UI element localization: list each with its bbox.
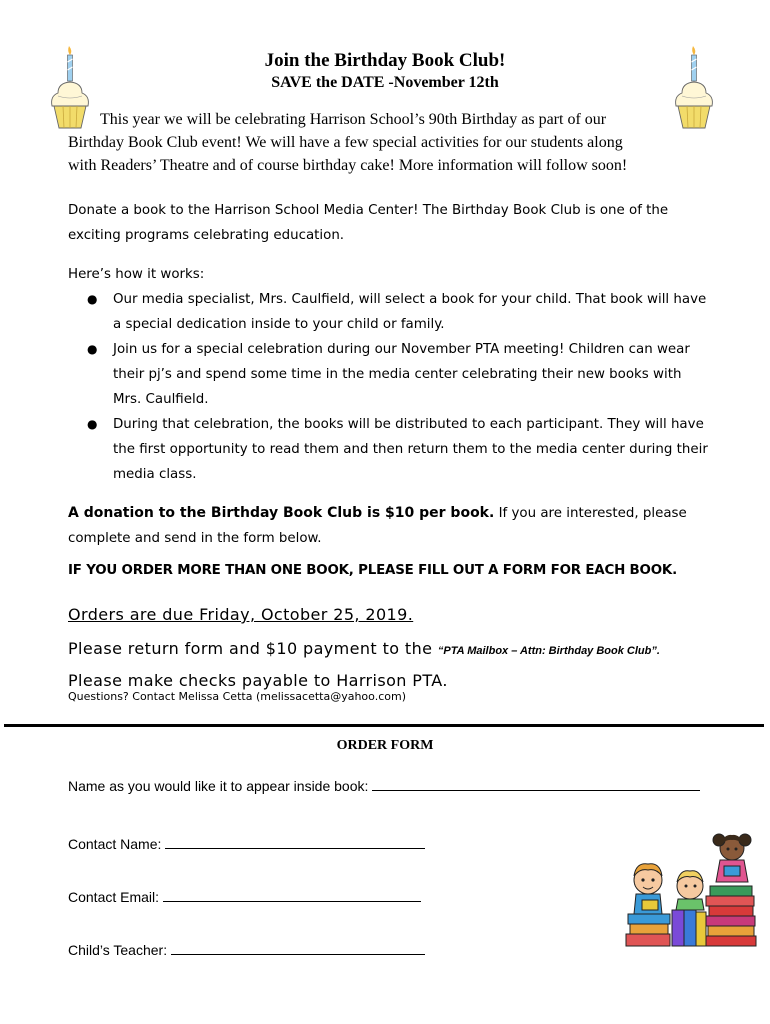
childs-teacher-input[interactable] [171,942,425,955]
list-item: ● During that celebration, the books will be distributed to each participant. They will have the first opportunity to read them and then return them to the media center during their media class. [68,412,708,487]
order-form-title: ORDER FORM [336,738,434,753]
name-in-book-label: Name as you would like it to appear inside book: [68,778,369,794]
donation-amount: A donation to the Birthday Book Club is $10 per book. [68,505,495,521]
contact-name-label: Contact Name: [68,836,162,852]
pta-mailbox: “PTA Mailbox – Attn: Birthday Book Club”. [437,645,660,657]
contact-questions: Questions? Contact Melissa Cetta (melissacetta@yahoo.com) [68,690,406,703]
intro-line: Birthday Book Club event! We will have a few special activities for our students along [68,134,623,151]
intro-line: with Readers’ Theatre and of course birthday cake! More information will follow soon! [68,157,628,174]
multiple-books-notice: IF YOU ORDER MORE THAN ONE BOOK, PLEASE FILL OUT A FORM FOR EACH BOOK. [68,563,677,578]
contact-email-label: Contact Email: [68,889,160,905]
bullet-icon: ● [87,342,98,356]
save-the-date: SAVE the DATE -November 12th [271,74,499,91]
list-item: ● Our media specialist, Mrs. Caulfield, will select a book for your child. That book will have a special dedication inside to your child or family. [68,287,708,337]
contact-email-input[interactable] [163,889,421,902]
contact-name-field[interactable] [68,836,425,852]
bullet-icon: ● [87,292,98,306]
cut-line-divider [4,724,764,727]
kids-reading-books-icon [620,826,760,950]
intro-paragraph [68,108,698,177]
childs-teacher-label: Child’s Teacher: [68,942,168,958]
donation-instructions: If you are interested, please complete and send in the form below. [68,506,687,546]
donate-paragraph: Donate a book to the Harrison School Media Center! The Birthday Book Club is one of the exciting programs celebrating education. [68,203,669,243]
bullet-icon: ● [87,417,98,431]
donation-paragraph [68,501,708,551]
intro-line: This year we will be celebrating Harrison School’s 90th Birthday as part of our [100,111,607,128]
list-item: ● Join us for a special celebration during our November PTA meeting! Children can wear their pj’s and spend some time in the media center celebrating their new books with Mrs. Caulfield. [68,337,708,412]
how-it-works-label: Here’s how it works: [68,267,205,282]
how-it-works-list [68,287,708,487]
childs-teacher-field[interactable] [68,942,425,958]
name-in-book-field[interactable] [68,778,700,794]
return-instructions: Please return form and $10 payment to the “PTA Mailbox – Attn: Birthday Book Club”. Please make checks payable to Harrison PTA. [68,639,660,690]
orders-due-date: Orders are due Friday, October 25, 2019. [68,605,414,624]
page-title: Join the Birthday Book Club! [264,50,506,71]
contact-name-input[interactable] [165,836,425,849]
contact-email-field[interactable] [68,889,421,905]
name-in-book-input[interactable] [372,778,700,791]
